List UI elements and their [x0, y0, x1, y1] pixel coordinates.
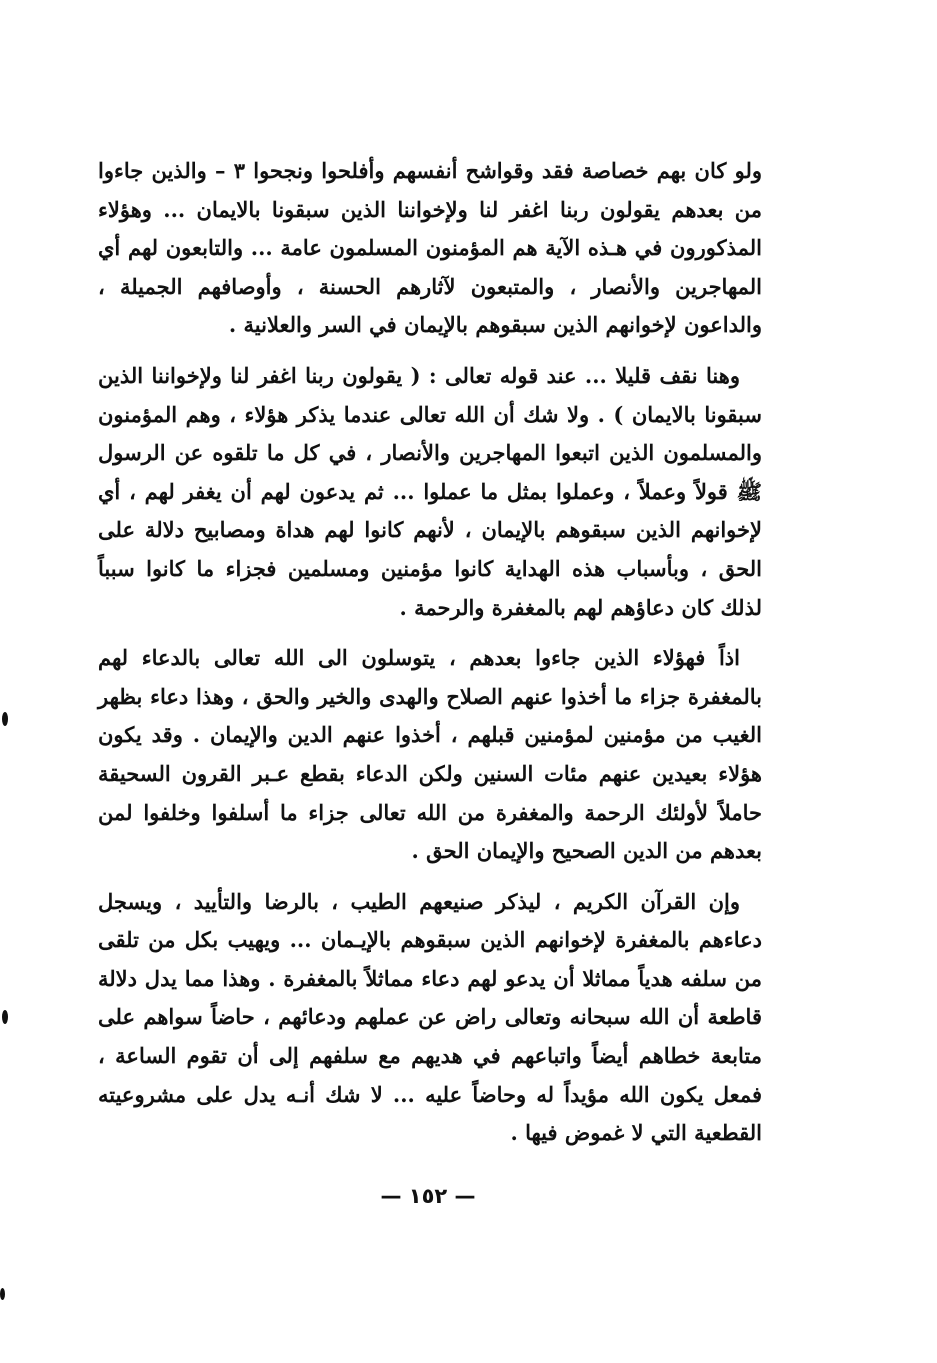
paragraph-1: ولو كان بهم خصاصة فقد وقواشح أنفسهم وأفلحوا ونجحوا ٣ – والذين جاءوا من بعدهم يقولون ربنا اغفر لنا ولإخواننا الذين سبقونا بالايمان ... وهؤلاء المذكورون في هـذه الآية هم المؤمنون المسلمون عامة ... والتابعون لهم أي المهاجرين والأنصار ، والمتبعون لآثارهم الحسنة ، وأوصافهم الجميلة ، والداعون لإخوانهم الذين سبقوهم بالإيمان في السر والعلانية . — [98, 158, 762, 338]
scan-mark — [0, 1288, 5, 1300]
paragraph-3: اذاً فهؤلاء الذين جاءوا بعدهم ، يتوسلون الى الله تعالى بالدعاء لهم بالمغفرة جزاء ما أخذوا عنهم الصلاح والهدى والخير والحق ، وهذا دعاء بظهر الغيب من مؤمنين لمؤمنين قبلهم ، أخذوا عنهم الدين والإيمان . وقد يكون هؤلاء بعيدين عنهم مئات السنين ولكن الدعاء بقطع عـبر القرون السحيقة حاملاً لأولئك الرحمة والمغفرة من الله تعالى جزاء ما أسلفوا وخلفوا لمن بعدهم من الدين الصحيح والإيمان الحق . — [98, 645, 762, 864]
body-text — [98, 152, 762, 1165]
scan-mark — [2, 1010, 8, 1024]
page-number: — ١٥٢ — — [380, 1184, 476, 1208]
paragraph-4: وإن القرآن الكريم ، ليذكر صنيعهم الطيب ، بالرضا والتأييد ، ويسجل دعاءهم بالمغفرة لإخوانهم الذين سبقوهم بالإيـمان ... ويهيب بكل من تلقى من سلفه هدياً مماثلا أن يدعو لهم دعاء مماثلاً بالمغفرة . وهذا مما يدل دلالة قاطعة أن الله سبحانه وتعالى راض عن عملهم ودعائهم ، حاضاً سواهم على متابعة خطاهم أيضاً واتباعهم في هديهم مع سلفهم إلى أن تقوم الساعة ، فمعل يكون الله مؤيداً له وحاضاً عليه ... لا شك أنـه يدل على مشروعيته القطعية التي لا غموض فيها . — [98, 888, 762, 1146]
paragraph-2: وهنا نقف قليلا ... عند قوله تعالى : ( يقولون ربنا اغفر لنا ولإخواننا الذين سبقونا بالايمان ) . ولا شك أن الله تعالى عندما يذكر هؤلاء ، وهم المؤمنون والمسلمون الذين اتبعوا المهاجرين والأنصار ، في كل ما تلقوه عن الرسول ﷺ قولاً وعملاً ، وعملوا بمثل ما عملوا ... ثم يدعون لهم أن يغفر لهم ، أي لإخوانهم الذين سبقوهم بالإيمان ، لأنهم كانوا لهم هداة ومصابيح دلالة على الحق ، وبأسباب هذه الهداية كانوا مؤمنين ومسلمين فجزاء ما كانوا سبباً لذلك كان دعاؤهم لهم بالمغفرة والرحمة . — [98, 362, 762, 620]
scan-mark — [2, 712, 8, 726]
